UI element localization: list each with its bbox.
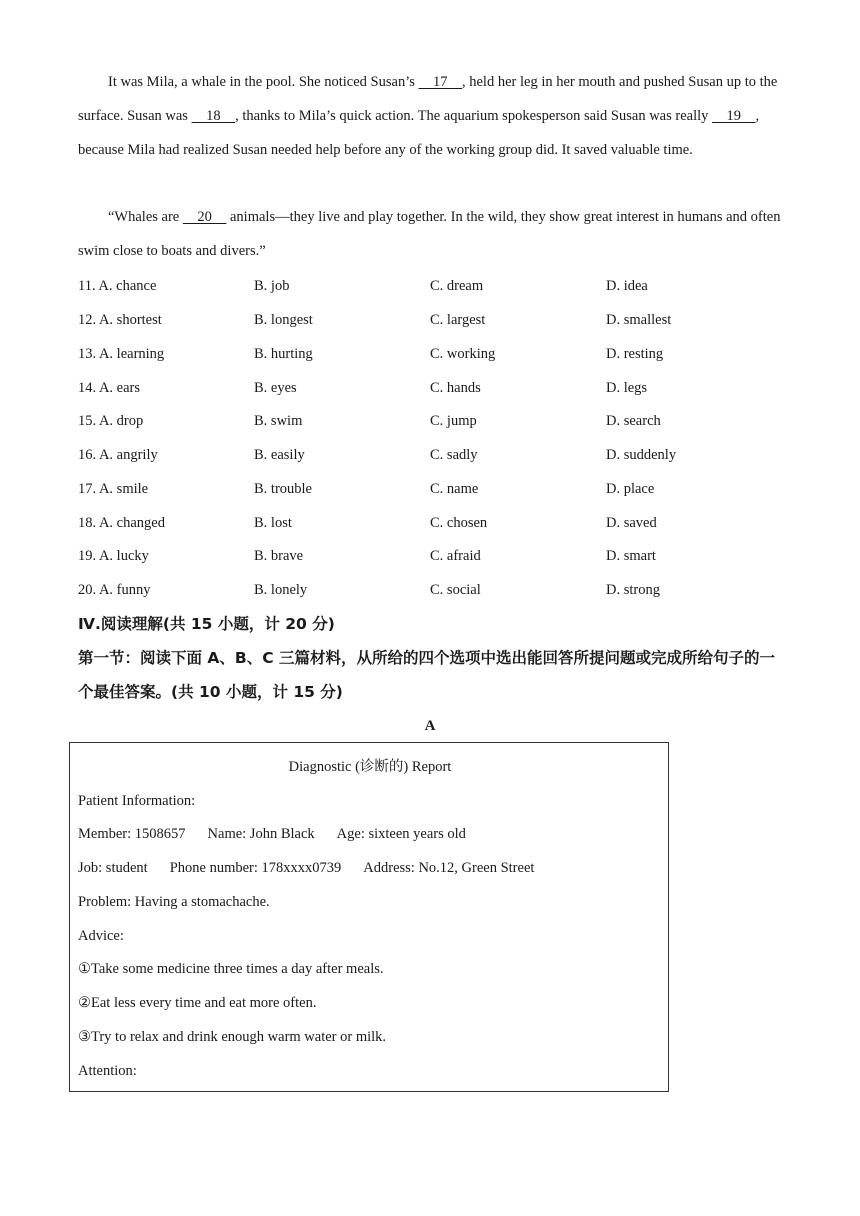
option-b: B. eyes [254,380,297,396]
option-row [78,269,798,303]
option-b: B. swim [254,413,303,429]
attention-label: Attention: [78,1063,137,1079]
option-c: C. hands [430,380,481,396]
passage-text: , thanks to Mila’s quick action. The aquarium spokesperson said Susan was really [235,107,712,124]
option-d: D. resting [606,346,664,362]
option-d: D. place [606,481,655,497]
option-row [78,404,798,438]
option-a: 18. A. changed [78,515,165,531]
option-c: C. dream [430,278,484,294]
advice-item-3: ③Try to relax and drink enough warm water or milk. [78,1029,387,1045]
passage-text: animals—they live and play together. In the wild, they show great interest in humans and often swim close to boats and divers.” [78,209,781,259]
patient-address: Address: No.12, Green Street [363,860,535,876]
option-a: 15. A. drop [78,413,144,429]
advice-item-1: ①Take some medicine three times a day after meals. [78,961,384,977]
blank-19: 19 [712,107,756,124]
option-d: D. smallest [606,312,672,328]
option-row [78,303,798,337]
option-c: C. social [430,582,481,598]
blank-17: 17 [418,74,462,90]
option-d: D. strong [606,582,660,598]
option-b: B. job [254,278,290,294]
option-a: 13. A. learning [78,346,165,362]
passage-paragraph-2 [78,201,788,269]
option-c: C. sadly [430,447,478,463]
option-a: 12. A. shortest [78,312,162,328]
option-row [78,506,798,540]
patient-contact-row [78,854,534,882]
passage-text: , held her leg in her mouth and pushed Susan up to the surface. Susan was [78,74,778,124]
patient-phone: Phone number: 178xxxx0739 [169,860,342,876]
option-row [78,337,798,371]
problem-line: Problem: Having a stomachache. [78,894,270,910]
option-d: D. saved [606,515,657,531]
patient-info-label: Patient Information: [78,793,196,809]
option-d: D. smart [606,548,656,564]
passage-text: “Whales are [108,209,183,225]
option-row [78,573,798,607]
option-d: D. idea [606,278,648,294]
option-a: 20. A. funny [78,582,151,598]
option-d: D. legs [606,380,648,396]
option-a: 16. A. angrily [78,447,158,463]
option-b: B. lonely [254,582,308,598]
patient-age: Age: sixteen years old [336,826,466,842]
option-row [78,472,798,506]
advice-item-2: ②Eat less every time and eat more often. [78,995,317,1011]
blank-18: 18 [191,107,236,124]
passage-text: It was Mila, a whale in the pool. She noticed Susan’s [108,74,419,90]
section-heading: Ⅳ.阅读理解(共 15 小题，计 20 分) [78,615,335,633]
option-b: B. brave [254,548,304,564]
option-c: C. jump [430,413,477,429]
diagnostic-report [69,742,669,1092]
option-a: 19. A. lucky [78,548,149,564]
option-row [78,371,798,405]
option-c: C. name [430,481,479,497]
advice-label: Advice: [78,928,124,944]
option-b: B. easily [254,447,305,463]
option-a: 14. A. ears [78,380,141,396]
passage-text: , because Mila had realized Susan needed help before any of the working group did. It saved valuable time. [78,107,760,158]
option-b: B. lost [254,515,292,531]
blank-20: 20 [182,209,227,225]
passage-label: A [424,718,436,734]
option-c: C. afraid [430,548,481,564]
patient-name: Name: John Black [207,826,315,842]
option-c: C. working [430,346,496,362]
passage-paragraph-1 [78,66,788,167]
option-d: D. search [606,413,661,429]
option-b: B. hurting [254,346,313,362]
section-instruction: 第一节：阅读下面 A、B、C 三篇材料，从所给的四个选项中选出能回答所提问题或完成所给句子的一个最佳答案。(共 10 小题，计 15 分) [78,649,775,701]
option-b: B. longest [254,312,313,328]
report-title: Diagnostic (诊断的) Report [288,759,452,775]
member-number: Member: 1508657 [78,826,186,842]
option-a: 17. A. smile [78,481,149,497]
option-b: B. trouble [254,481,312,497]
option-c: C. chosen [430,515,488,531]
option-d: D. suddenly [606,447,677,463]
option-c: C. largest [430,312,486,328]
patient-job: Job: student [78,860,148,876]
option-row [78,539,798,573]
option-row [78,438,798,472]
option-a: 11. A. chance [78,278,157,294]
patient-details-row [78,820,466,848]
